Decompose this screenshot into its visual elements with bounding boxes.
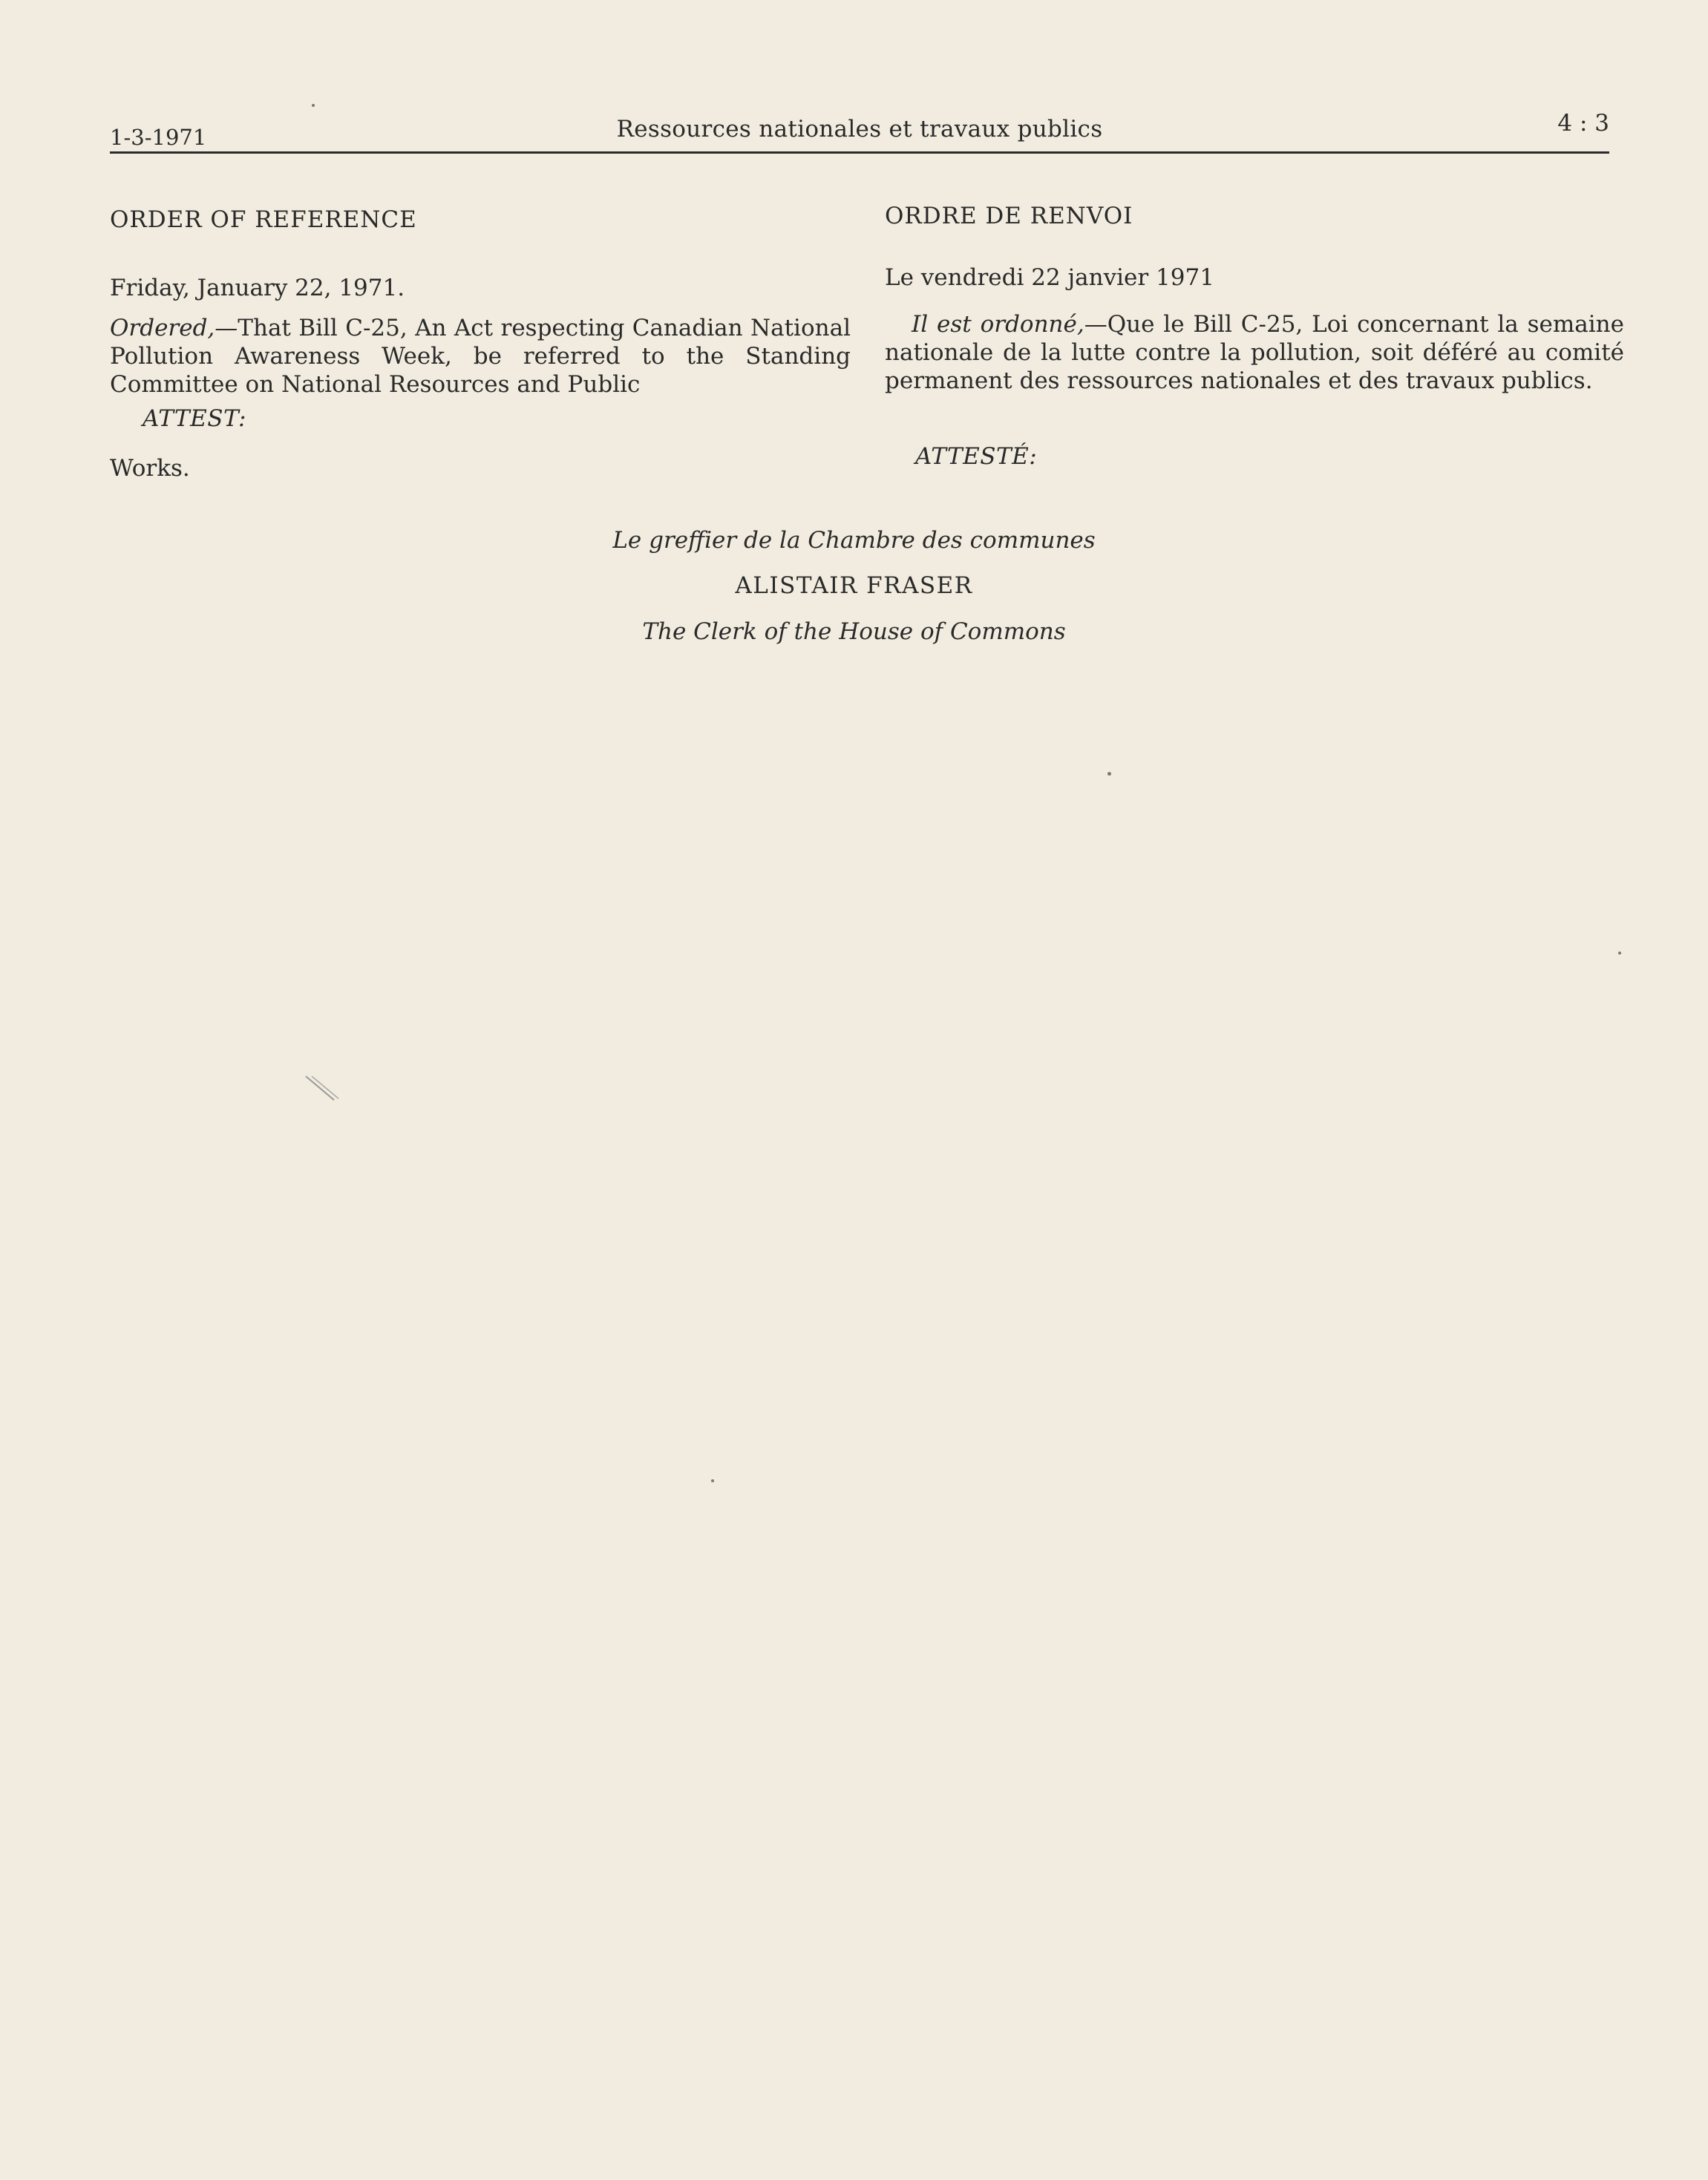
page-header	[110, 110, 1609, 154]
scan-mark	[304, 1075, 341, 1104]
french-date: Le vendredi 22 janvier 1971	[885, 264, 1214, 291]
ordre-de-renvoi-heading: ORDRE DE RENVOI	[885, 203, 1133, 229]
english-ordered-lead: Ordered,	[110, 315, 215, 341]
signature-english-title: The Clerk of the House of Commons	[642, 618, 1066, 645]
scan-speck	[711, 1479, 714, 1482]
french-attest: ATTESTÉ:	[915, 443, 1038, 470]
french-ordered-text: —Que le Bill C-25, Loi concernant la semaine nationale de la lutte contre la pollution, soit déféré au comité permanent des ressources nationales et des travaux publics.	[885, 311, 1624, 394]
english-works: Works.	[110, 455, 190, 482]
scan-speck	[1107, 772, 1111, 776]
signature-name: ALISTAIR FRASER	[735, 572, 973, 599]
order-of-reference-heading: ORDER OF REFERENCE	[110, 206, 417, 233]
french-order-paragraph	[885, 310, 1624, 395]
english-attest: ATTEST:	[143, 405, 247, 432]
header-title: Ressources nationales et travaux publics	[616, 116, 1103, 143]
french-ordered-lead: Il est ordonné,	[912, 311, 1084, 338]
header-page-number: 4 : 3	[1557, 110, 1609, 137]
signature-french-title: Le greffier de la Chambre des communes	[612, 527, 1096, 554]
english-ordered-text: —That Bill C-25, An Act respecting Canadian National Pollution Awareness Week, be referred to the Standing Committee on National Resources and Public	[110, 315, 851, 398]
header-date: 1-3-1971	[110, 125, 207, 150]
english-order-paragraph	[110, 314, 851, 399]
english-date: Friday, January 22, 1971.	[110, 275, 405, 301]
scan-speck	[312, 104, 315, 107]
scan-speck	[1618, 952, 1621, 955]
